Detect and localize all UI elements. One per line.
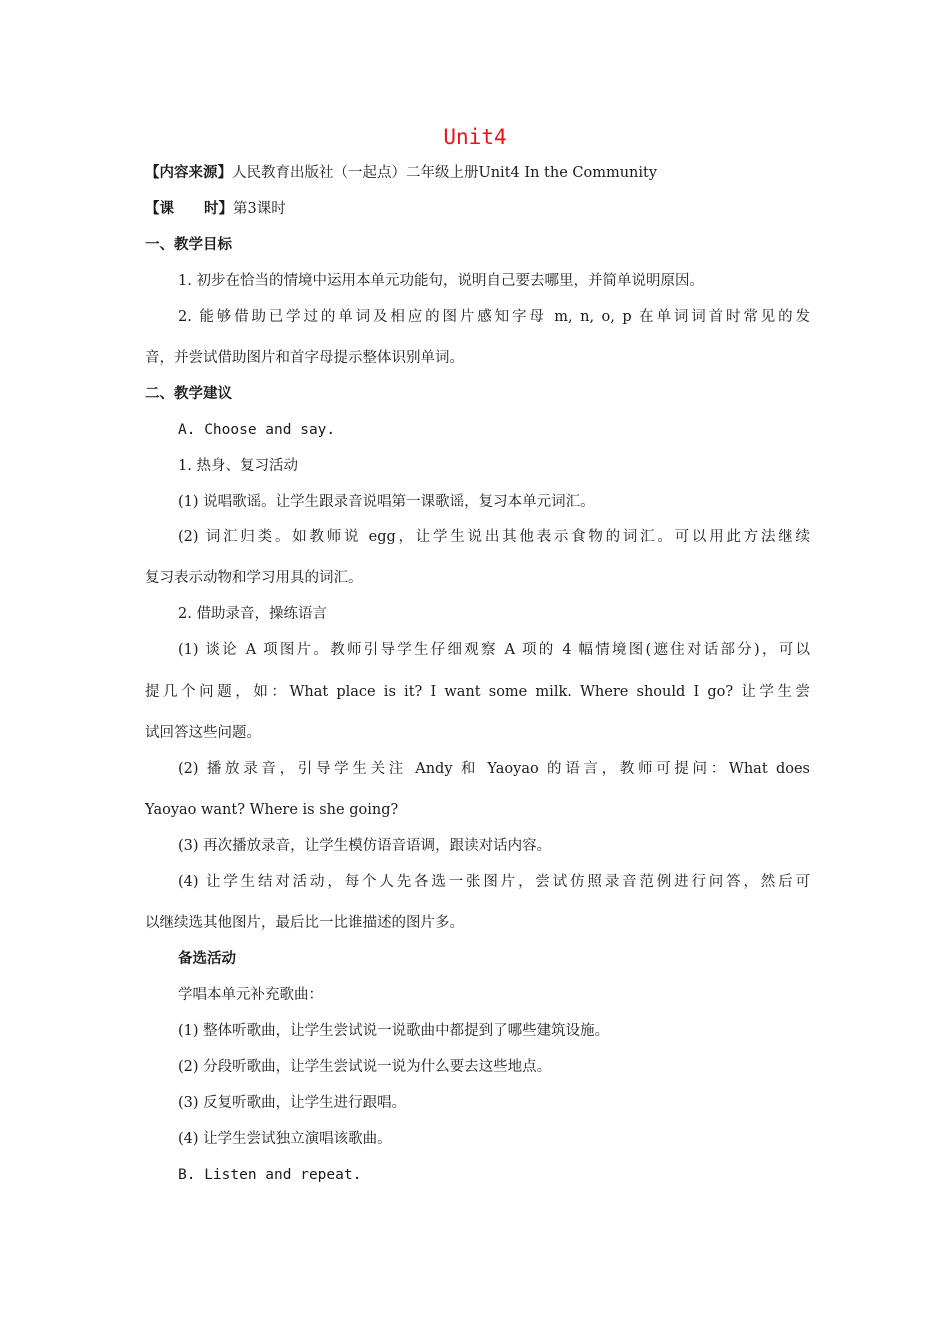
document-title: Unit4 [443, 125, 507, 149]
step-2-item-1-line-2: 提几个问题，如：What place is it? I want some milk. Where should I go? 让学生尝 [145, 684, 810, 700]
optional-activity-heading: 备选活动 [178, 950, 236, 967]
step-1-item-2-line-1: (2) 词汇归类。如教师说 egg，让学生说出其他表示食物的词汇。可以用此方法继续 [178, 529, 810, 545]
step-2-item-1-line-3: 试回答这些问题。 [145, 725, 261, 741]
class-period-label-open: 【课 [145, 200, 174, 217]
step-2-heading: 2. 借助录音，操练语言 [178, 606, 327, 622]
step-1-item-2-line-2: 复习表示动物和学习用具的词汇。 [145, 570, 363, 586]
optional-item-1: (1) 整体听歌曲，让学生尝试说一说歌曲中都提到了哪些建筑设施。 [178, 1023, 610, 1039]
section-heading-objectives: 一、教学目标 [145, 236, 232, 253]
content-source-label: 【内容来源】 [145, 164, 232, 181]
optional-item-4: (4) 让学生尝试独立演唱该歌曲。 [178, 1131, 392, 1147]
objective-item-1: 1. 初步在恰当的情境中运用本单元功能句，说明自己要去哪里，并简单说明原因。 [178, 273, 704, 289]
step-2-item-2-line-2: Yaoyao want? Where is she going? [145, 802, 399, 818]
optional-item-3: (3) 反复听歌曲，让学生进行跟唱。 [178, 1095, 407, 1111]
class-period-text: 第3课时 [233, 201, 286, 217]
step-2-item-2-line-1: (2) 播放录音，引导学生关注 Andy 和 Yaoyao 的语言，教师可提问：What does [178, 761, 810, 777]
optional-activity-intro: 学唱本单元补充歌曲： [178, 987, 323, 1003]
objective-item-2-line-1: 2. 能够借助已学过的单词及相应的图片感知字母 m, n, o, p 在单词词首时常见的发 [178, 309, 810, 325]
step-2-item-4-line-2: 以继续选其他图片，最后比一比谁描述的图片多。 [145, 915, 464, 931]
content-source-text: 人民教育出版社（一起点）二年级上册Unit4 In the Community [232, 165, 658, 181]
part-a-heading: A. Choose and say. [178, 422, 336, 438]
section-heading-suggestions: 二、教学建议 [145, 385, 232, 402]
class-period-label-close: 时】 [204, 200, 233, 217]
part-b-heading: B. Listen and repeat. [178, 1167, 362, 1183]
optional-item-2: (2) 分段听歌曲，让学生尝试说一说为什么要去这些地点。 [178, 1059, 552, 1075]
step-1-item-1: (1) 说唱歌谣。让学生跟录音说唱第一课歌谣，复习本单元词汇。 [178, 494, 595, 510]
step-2-item-4-line-1: (4) 让学生结对活动，每个人先各选一张图片，尝试仿照录音范例进行问答，然后可 [178, 874, 810, 890]
step-2-item-3: (3) 再次播放录音，让学生模仿语音语调，跟读对话内容。 [178, 838, 552, 854]
content-source-line [145, 162, 810, 184]
class-period-line [145, 198, 810, 220]
step-2-item-1-line-1: (1) 谈论 A 项图片。教师引导学生仔细观察 A 项的 4 幅情境图(遮住对话部分)，可以 [178, 642, 810, 658]
objective-item-2-line-2: 音，并尝试借助图片和首字母提示整体识别单词。 [145, 350, 464, 366]
step-1-heading: 1. 热身、复习活动 [178, 458, 298, 474]
